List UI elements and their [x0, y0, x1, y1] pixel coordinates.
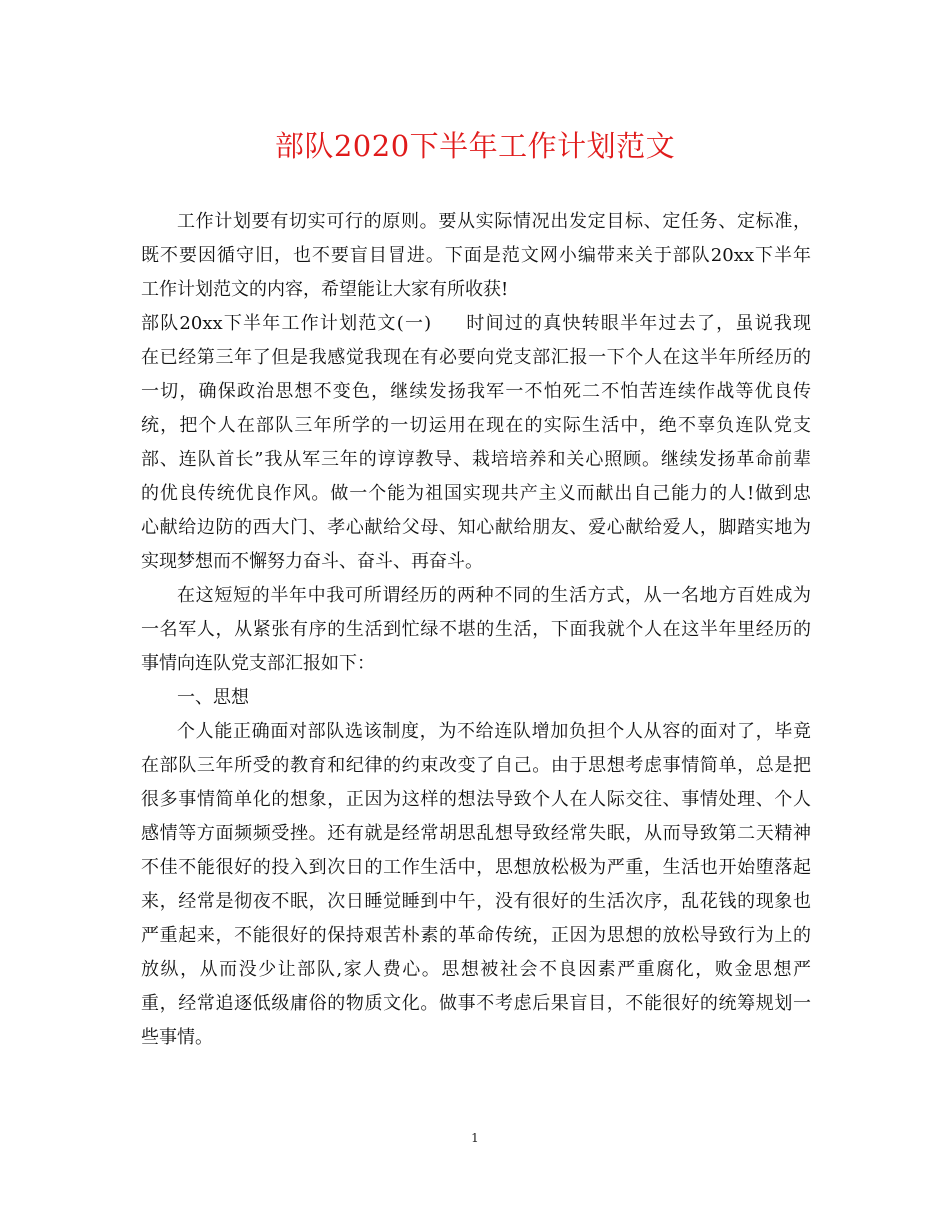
- paragraph-line: 工作计划范文的内容，希望能让大家有所收获!: [141, 279, 509, 300]
- paragraph-line: 统，把个人在部队三年所学的一切运用在现在的实际生活中，绝不辜负连队党支: [141, 415, 811, 436]
- paragraph-line: 来，经常是彻夜不眠，次日睡觉睡到中午，没有很好的生活次序，乱花钱的现象也: [141, 891, 811, 912]
- section-heading: 部队20xx下半年工作计划范文(一): [141, 313, 432, 334]
- paragraph-line: 的优良传统优良作风。做一个能为祖国实现共产主义而献出自己能力的人!做到忠: [141, 483, 811, 504]
- paragraph-line: 重，经常追逐低级庸俗的物质文化。做事不考虑后果盲目，不能很好的统筹规划一: [141, 993, 811, 1014]
- paragraph-line: 心献给边防的西大门、孝心献给父母、知心献给朋友、爱心献给爱人，脚踏实地为: [141, 517, 811, 538]
- paragraph-line: 既不要因循守旧，也不要盲目冒进。下面是范文网小编带来关于部队20xx下半年: [141, 245, 811, 266]
- paragraph-line: 工作计划要有切实可行的原则。要从实际情况出发定目标、定任务、定标准，: [177, 211, 811, 232]
- paragraph-line: 个人能正确面对部队选该制度，为不给连队增加负担个人从容的面对了，毕竟: [177, 721, 811, 742]
- document-body: [141, 205, 811, 1055]
- paragraph-line: 在部队三年所受的教育和纪律的约束改变了自己。由于思想考虑事情简单，总是把: [141, 755, 811, 776]
- section-heading-line: [141, 307, 811, 341]
- paragraph-line: 一切，确保政治思想不变色，继续发扬我军一不怕死二不怕苦连续作战等优良传: [141, 381, 811, 402]
- paragraph-line: 在已经第三年了但是我感觉我现在有必要向党支部汇报一下个人在这半年所经历的: [141, 347, 811, 368]
- paragraph-line: 放纵，从而没少让部队,家人费心。思想被社会不良因素严重腐化，败金思想严: [141, 959, 811, 980]
- document-title: 部队2020下半年工作计划范文: [274, 129, 676, 163]
- paragraph-line: 在这短短的半年中我可所谓经历的两种不同的生活方式，从一名地方百姓成为: [177, 585, 811, 606]
- paragraph-text: 时间过的真快转眼半年过去了，虽说我现: [465, 313, 811, 334]
- page-number: 1: [471, 1131, 479, 1145]
- paragraph-line: 部、连队首长”我从军三年的谆谆教导、栽培培养和关心照顾。继续发扬革命前辈: [141, 449, 811, 470]
- paragraph-line: 事情向连队党支部汇报如下：: [141, 653, 375, 674]
- paragraph-line: 严重起来，不能很好的保持艰苦朴素的革命传统，正因为思想的放松导致行为上的: [141, 925, 811, 946]
- paragraph-line: 一名军人，从紧张有序的生活到忙绿不堪的生活，下面我就个人在这半年里经历的: [141, 619, 811, 640]
- paragraph-line: 很多事情简单化的想象，正因为这样的想法导致个人在人际交往、事情处理、个人: [141, 789, 811, 810]
- paragraph-line: 感情等方面频频受挫。还有就是经常胡思乱想导致经常失眠，从而导致第二天精神: [141, 823, 811, 844]
- paragraph-line: 实现梦想而不懈努力奋斗、奋斗、再奋斗。: [141, 551, 483, 572]
- paragraph-line: 不佳不能很好的投入到次日的工作生活中，思想放松极为严重，生活也开始堕落起: [141, 857, 811, 878]
- paragraph-line: 些事情。: [141, 1027, 213, 1048]
- section-subheading: 一、思想: [177, 687, 249, 708]
